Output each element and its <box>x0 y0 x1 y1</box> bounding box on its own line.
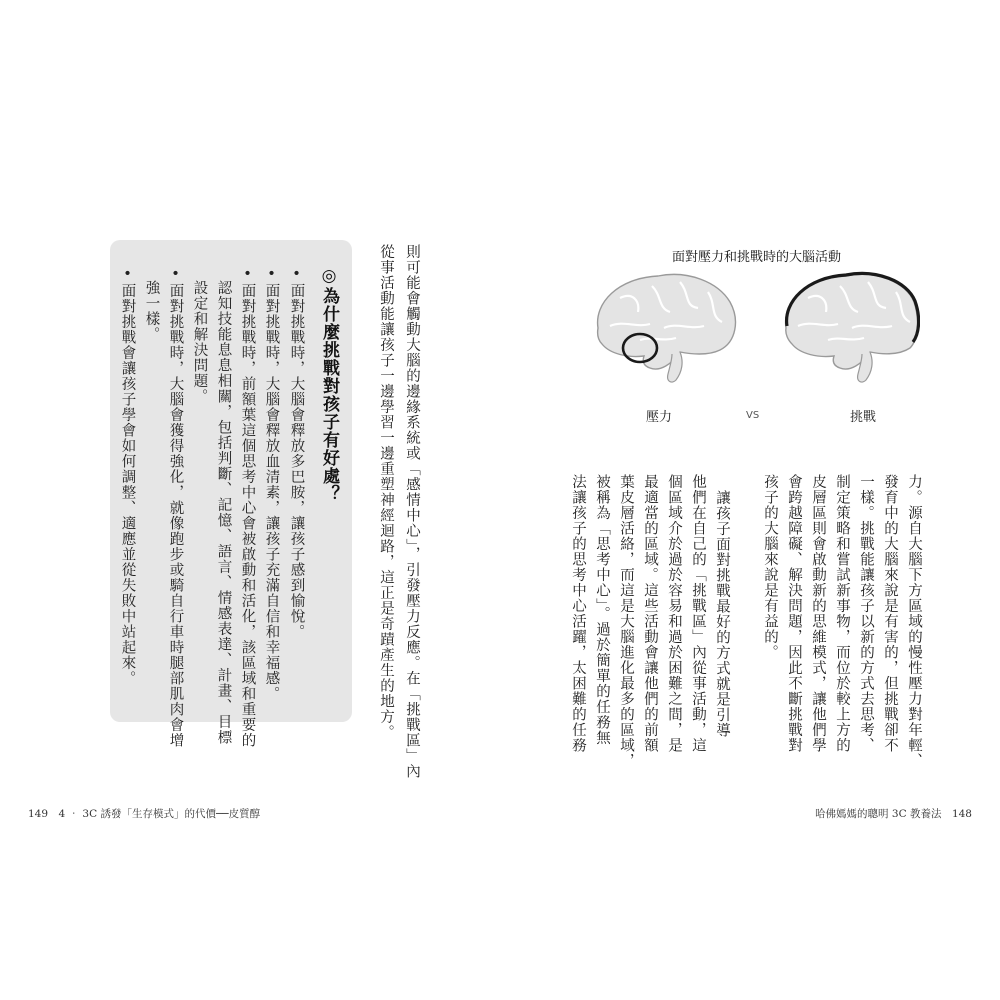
sidebar-heading: ◎為什麼挑戰對孩子有好處？ <box>319 266 339 503</box>
right-p2-line-3: 個區域介於過於容易和過於困難之間，是 <box>666 474 682 753</box>
right-p2-line-6: 被稱為「思考中心」。過於簡單的任務無 <box>594 474 610 746</box>
right-p1-line-6: 會跨越障礙、解決問題，因此不斷挑戰對 <box>786 474 802 753</box>
sidebar-line-2: •面對挑戰時，大腦會釋放血清素，讓孩子充滿自信和幸福感。 <box>263 266 280 702</box>
right-p1-line-2: 發育中的大腦來說是有害的，但挑戰卻不 <box>882 474 898 753</box>
sidebar-line-7: 強一樣。 <box>143 280 160 342</box>
brain-figure <box>580 268 920 398</box>
sidebar-line-8: •面對挑戰會讓孩子學會如何調整、適應並從失敗中站起來。 <box>119 266 136 686</box>
right-p1-line-3: 一樣。挑戰能讓孩子以新的方式去思考、 <box>858 474 874 753</box>
right-page-footer: 哈佛媽媽的聰明 3C 教養法 148 <box>815 808 972 820</box>
right-p1-line-5: 皮層區則會啟動新的思維模式，讓他們學 <box>810 474 826 753</box>
vs-label: VS <box>746 410 760 421</box>
right-p1-line-7: 孩子的大腦來說是有益的。 <box>762 474 778 660</box>
sidebar-line-4: 認知技能息息相關，包括判斷、記憶、語言、情感表達、計畫、目標 <box>215 280 232 745</box>
challenge-brain-illustration <box>786 273 919 382</box>
left-body-line-1: 則可能會觸動大腦的邊緣系統或「感情中心」，引發壓力反應。在「挑戰區」內 <box>404 244 420 780</box>
right-p1-line-1: 力。源自大腦下方區域的慢性壓力對年輕、 <box>906 474 922 769</box>
sidebar-line-5: 設定和解決問題。 <box>191 280 208 404</box>
right-p2-line-5: 葉皮層活絡，而這是大腦進化最多的區域， <box>618 474 634 769</box>
challenge-label: 挑戰 <box>850 410 877 425</box>
right-p2-line-1: 讓孩子面對挑戰最好的方式就是引導 <box>714 490 730 738</box>
figure-title: 面對壓力和挑戰時的大腦活動 <box>672 250 842 265</box>
stress-label: 壓力 <box>646 410 673 425</box>
right-p2-line-2: 他們在自己的「挑戰區」內從事活動，這 <box>690 474 706 753</box>
left-page-footer: 149 4 ‧ 3C 誘發「生存模式」的代價──皮質醇 <box>28 808 261 820</box>
right-p1-line-4: 制定策略和嘗試新事物，而位於較上方的 <box>834 474 850 753</box>
sidebar-line-6: •面對挑戰時，大腦會獲得強化，就像跑步或騎自行車時腿部肌肉會增 <box>167 266 184 748</box>
left-body-line-2: 從事活動能讓孩子一邊學習一邊重塑神經迴路，這正是奇蹟產生的地方。 <box>378 244 394 740</box>
stress-brain-illustration <box>598 274 736 382</box>
sidebar-line-1: •面對挑戰時，大腦會釋放多巴胺，讓孩子感到愉悅。 <box>288 266 305 640</box>
sidebar-line-3: •面對挑戰時，前額葉這個思考中心會被啟動和活化，該區域和重要的 <box>239 266 256 748</box>
right-p2-line-4: 最適當的區域。這些活動會讓他們的前額 <box>642 474 658 753</box>
right-p2-line-7: 法讓孩子的思考中心活躍，太困難的任務 <box>570 474 586 753</box>
